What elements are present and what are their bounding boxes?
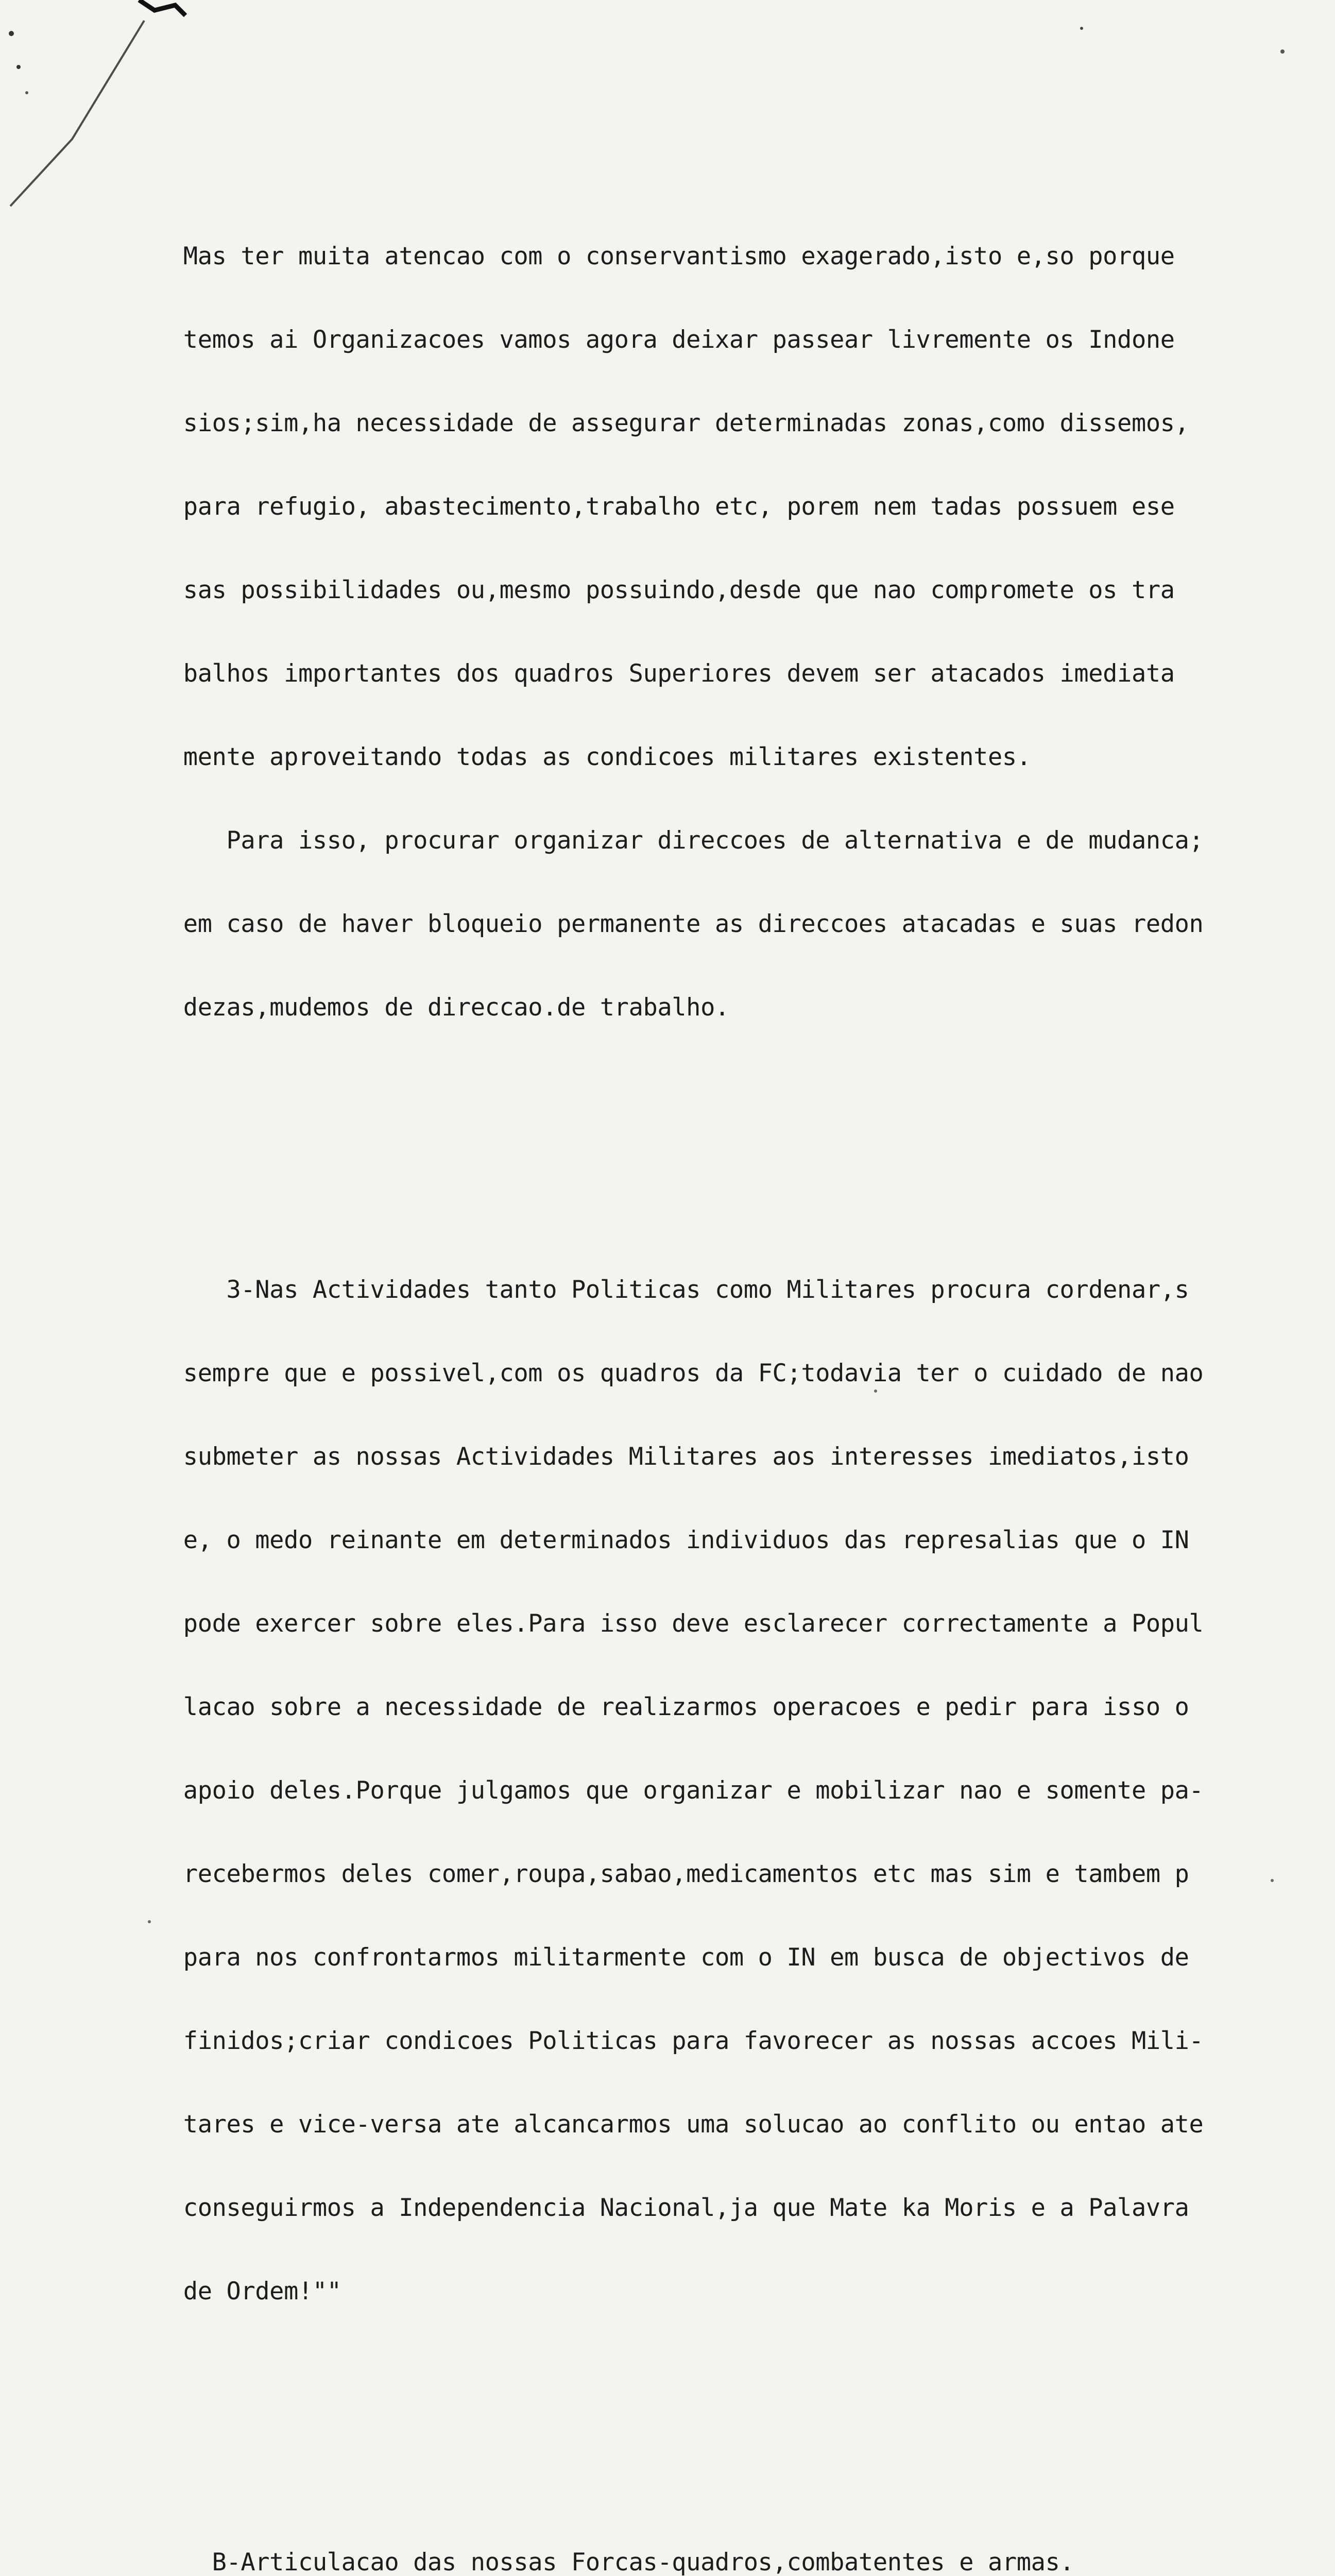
text-line: Mas ter muita atencao com o conservantismo exagerado,isto e,so porque (155, 242, 1175, 270)
speck (25, 91, 28, 94)
text-line: dezas,mudemos de direccao.de trabalho. (155, 993, 729, 1022)
text-line: 3-Nas Actividades tanto Politicas como Militares procura cordenar,s (155, 1276, 1189, 1304)
text-line: balhos importantes dos quadros Superiores devem ser atacados imediata (155, 659, 1175, 688)
text-line: finidos;criar condicoes Politicas para favorecer as nossas accoes Mili- (155, 2027, 1204, 2055)
text-line: e, o medo reinante em determinados individuos das represalias que o IN (155, 1526, 1189, 1554)
text-line: temos ai Organizacoes vamos agora deixar passear livremente os Indone (155, 326, 1175, 354)
text-line: sempre que e possivel,com os quadros da FC;todavia ter o cuidado de nao (155, 1359, 1204, 1387)
paragraph-activities (155, 1221, 1272, 2361)
text-line: para nos confrontarmos militarmente com o IN em busca de objectivos de (155, 1943, 1189, 1972)
text-line: mente aproveitando todas as condicoes militares existentes. (155, 743, 1031, 771)
text-line: de Ordem!"" (155, 2277, 341, 2306)
speck (1080, 27, 1083, 30)
text-line: tares e vice-versa ate alcancarmos uma solucao ao conflito ou entao ate (155, 2110, 1204, 2139)
text-line: para refugio, abastecimento,trabalho etc, porem nem tadas possuem ese (155, 493, 1175, 521)
speck (16, 65, 21, 69)
document-body (155, 131, 1272, 2576)
speck (1280, 49, 1285, 54)
text-line: pode exercer sobre eles.Para isso deve esclarecer correctamente a Popul (155, 1609, 1204, 1638)
text-line: submeter as nossas Actividades Militares aos interesses imediatos,isto (155, 1443, 1189, 1471)
text-line: sios;sim,ha necessidade de assegurar determinadas zonas,como dissemos, (155, 409, 1189, 437)
speck (148, 1920, 151, 1923)
paragraph-conservatism (155, 187, 1272, 1077)
text-line: B-Articulacao das nossas Forcas-quadros,combatentes e armas. (155, 2548, 1074, 2576)
text-line: conseguirmos a Independencia Nacional,ja que Mate ka Moris e a Palavra (155, 2194, 1189, 2222)
text-line: sas possibilidades ou,mesmo possuindo,desde que nao compromete os tra (155, 576, 1175, 604)
text-line: em caso de haver bloqueio permanente as direccoes atacadas e suas redon (155, 910, 1204, 938)
margin-pen-stroke (10, 21, 144, 206)
text-line: lacao sobre a necessidade de realizarmos operacoes e pedir para isso o (155, 1693, 1189, 1721)
text-line: recebermos deles comer,roupa,sabao,medicamentos etc mas sim e tambem p (155, 1860, 1189, 1888)
text-line: Para isso, procurar organizar direccoes de alternativa e de mudanca; (155, 826, 1204, 855)
text-line: apoio deles.Porque julgamos que organizar e mobilizar nao e somente pa- (155, 1776, 1204, 1805)
corner-ink-mark (139, 0, 185, 15)
section-heading-articulation (155, 2493, 1272, 2576)
speck (9, 31, 14, 36)
